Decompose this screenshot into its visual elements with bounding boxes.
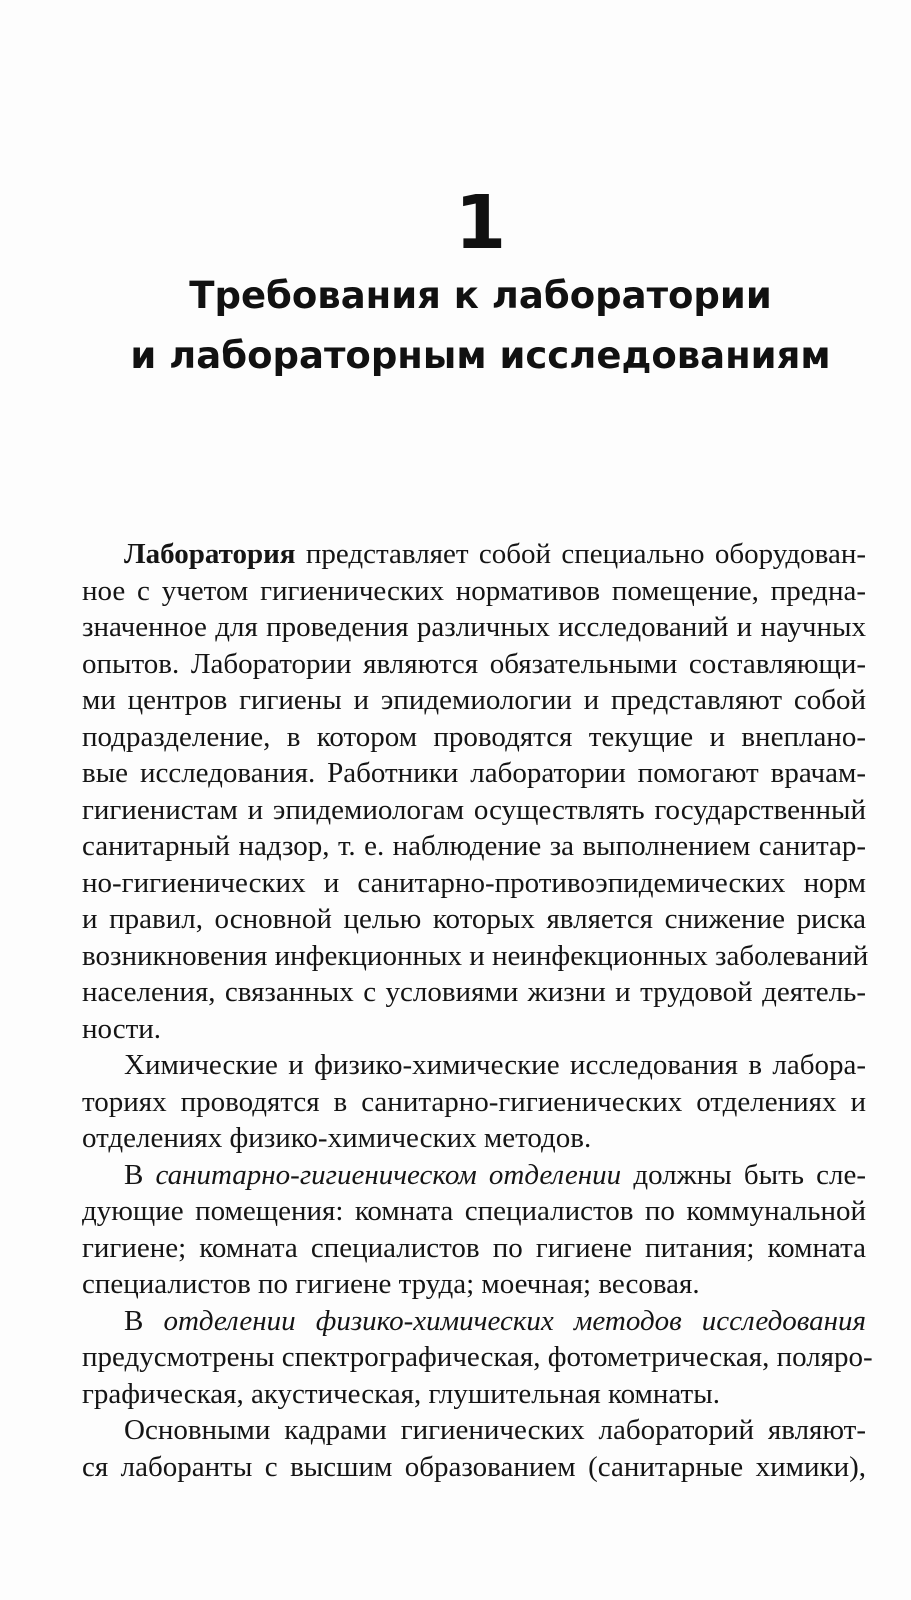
paragraph-3: [82, 1157, 866, 1303]
text-line: населения, связанных с условиями жизни и трудовой деятель-: [82, 976, 866, 1008]
paragraph-2: [82, 1047, 866, 1157]
text-line: ности.: [82, 1012, 162, 1045]
text-line: и правил, основной целью которых является снижение риска: [82, 903, 866, 935]
paragraph-1: [82, 536, 869, 1047]
text-line: гигиенистам и эпидемиологам осуществлять государственный: [82, 793, 866, 826]
text-line: ное с учетом гигиенических нормативов помещение, предна-: [82, 574, 866, 607]
text-line: Химические и физико-химические исследования в лабора-: [124, 1049, 866, 1081]
italic-term: отделении физико-химических методов исследования: [163, 1304, 866, 1337]
paragraph-4: [82, 1303, 873, 1413]
chapter-title: [0, 266, 911, 386]
text-line: ми центров гигиены и эпидемиологии и представляют собой: [82, 684, 866, 716]
italic-term: санитарно-гигиеническом отделении: [155, 1158, 622, 1191]
text-line: Лаборатория представляет собой специально оборудован-: [124, 538, 867, 570]
paragraph-5: [82, 1412, 866, 1485]
term-laboratory: Лаборатория: [124, 538, 296, 570]
text-line: санитарный надзор, т. е. наблюдение за выполнением санитар-: [82, 830, 866, 862]
text-line: ся лаборанты с высшим образованием (санитарные химики),: [82, 1450, 866, 1483]
text-line: но-гигиенических и санитарно-противоэпидемических норм: [82, 866, 866, 899]
text-line: Основными кадрами гигиенических лабораторий являют-: [124, 1414, 866, 1446]
text-line: опытов. Лаборатории являются обязательными составляющи-: [82, 647, 866, 680]
text-line: вые исследования. Работники лаборатории помогают врачам-: [82, 757, 866, 789]
text-line: В санитарно-гигиеническом отделении должны быть сле-: [124, 1158, 866, 1191]
text-line: значенное для проведения различных исследований и научных: [82, 611, 866, 643]
chapter-number: 1: [454, 180, 507, 266]
text-line: подразделение, в котором проводятся текущие и внеплано-: [82, 720, 866, 753]
body-text: [82, 536, 873, 1485]
text-line: возникновения инфекционных и неинфекционных заболеваний: [82, 939, 869, 972]
chapter-title-line-1: Требования к лаборатории: [189, 274, 772, 317]
text-line: дующие помещения: комната специалистов по коммунальной: [82, 1195, 866, 1227]
text-line: отделениях физико-химических методов.: [82, 1122, 592, 1154]
text-line: ториях проводятся в санитарно-гигиенических отделениях и: [82, 1085, 866, 1118]
text-line: В отделении физико-химических методов исследования: [124, 1304, 866, 1337]
chapter-title-line-2: и лабораторным исследованиям: [130, 334, 831, 377]
text-line: предусмотрены спектрографическая, фотометрическая, поляро-: [82, 1341, 873, 1373]
text-line: специалистов по гигиене труда; моечная; весовая.: [82, 1268, 700, 1300]
text-line: гигиене; комната специалистов по гигиене питания; комната: [82, 1231, 866, 1264]
text-line: графическая, акустическая, глушительная комнаты.: [82, 1377, 720, 1410]
